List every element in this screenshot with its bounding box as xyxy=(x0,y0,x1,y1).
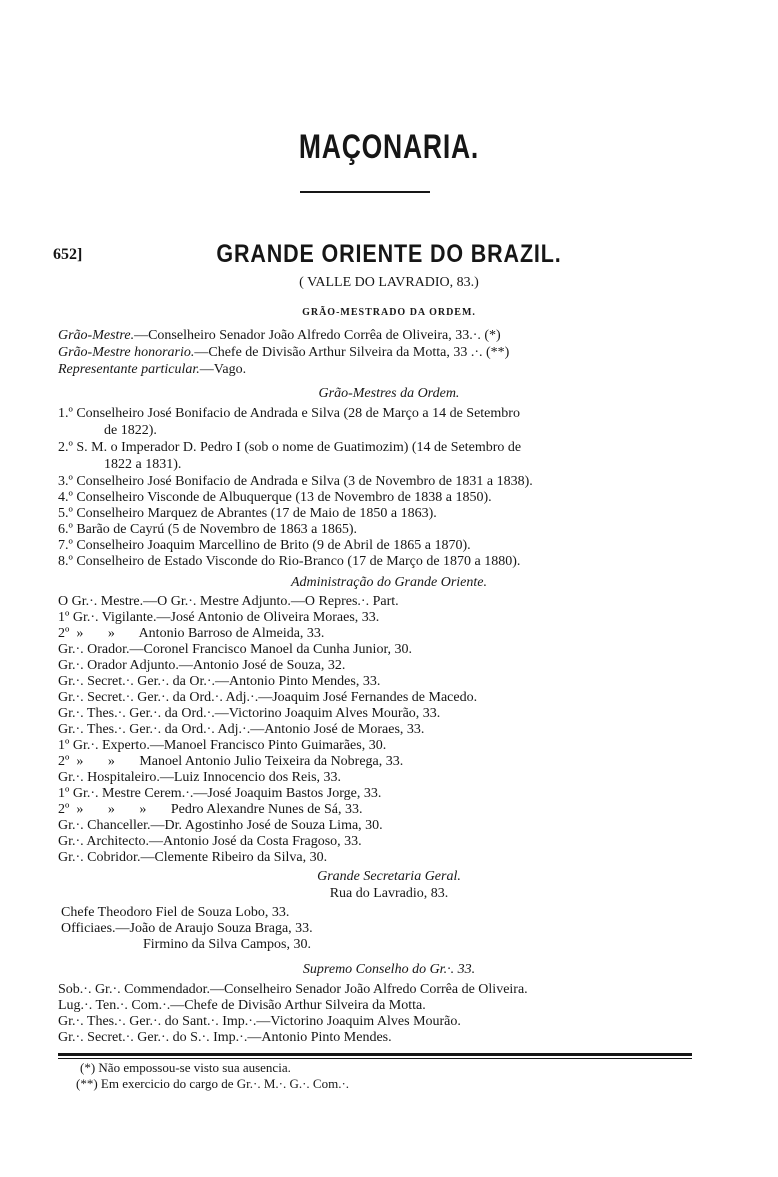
list-continuation: de 1822). xyxy=(104,423,157,438)
official-line xyxy=(58,345,509,361)
list-number: 8.º xyxy=(58,554,73,569)
list-item: Gr.·. Thes.·. Ger.·. da Ord.·. Adj.·.—Antonio José de Moraes, 33. xyxy=(58,722,425,737)
list-item: Gr.·. Thes.·. Ger.·. do Sant.·. Imp.·.—Victorino Joaquim Alves Mourão. xyxy=(58,1014,461,1029)
secretaria-address: Rua do Lavradio, 83. xyxy=(329,886,449,901)
official-text: —Vago. xyxy=(199,362,247,377)
list-item: 2º » » Antonio Barroso de Almeida, 33. xyxy=(58,626,325,641)
footnote-rule xyxy=(58,1053,692,1056)
list-number: 5.º xyxy=(58,506,73,521)
footnote: (**) Em exercicio do cargo de Gr.·. M.·. G.·. Com.·. xyxy=(76,1076,350,1091)
list-item: 2º » » Manoel Antonio Julio Teixeira da Nobrega, 33. xyxy=(58,754,404,769)
secretaria-heading: Grande Secretaria Geral. xyxy=(317,869,461,884)
section-heading: GRANDE ORIENTE DO BRAZIL. xyxy=(216,240,562,268)
list-item: Gr.·. Orador Adjunto.—Antonio José de Souza, 32. xyxy=(58,658,346,673)
list-text: Conselheiro José Bonifacio de Andrada e Silva (28 de Março a 14 de Setembro xyxy=(76,406,520,421)
list-item xyxy=(58,538,471,554)
list-item: Sob.·. Gr.·. Commendador.—Conselheiro Senador João Alfredo Corrêa de Oliveira. xyxy=(58,982,528,997)
list-number: 6.º xyxy=(58,522,73,537)
official-role: Grão-Mestre. xyxy=(58,328,135,343)
list-item xyxy=(58,406,520,422)
list-item: Gr.·. Hospitaleiro.—Luiz Innocencio dos Reis, 33. xyxy=(58,770,342,785)
list-item: Gr.·. Thes.·. Ger.·. da Ord.·.—Victorino Joaquim Alves Mourão, 33. xyxy=(58,706,441,721)
list-number: 2.º xyxy=(58,440,73,455)
list-item xyxy=(58,522,357,538)
list-item: Gr.·. Secret.·. Ger.·. do S.·. Imp.·.—Antonio Pinto Mendes. xyxy=(58,1030,392,1045)
list-item: 1º Gr.·. Experto.—Manoel Francisco Pinto Guimarães, 30. xyxy=(58,738,387,753)
list-text: Conselheiro José Bonifacio de Andrada e Silva (3 de Novembro de 1831 a 1838). xyxy=(76,474,533,489)
official-text: —Chefe de Divisão Arthur Silveira da Motta, 33 .·. (**) xyxy=(194,345,510,360)
official-role: Grão-Mestre honorario. xyxy=(58,345,195,360)
list-text: Conselheiro Marquez de Abrantes (17 de Maio de 1850 a 1863). xyxy=(76,506,437,521)
grao-mestres-heading: Grão-Mestres da Ordem. xyxy=(318,386,460,401)
list-item: Officiaes.—João de Araujo Souza Braga, 33. xyxy=(61,921,313,936)
list-item xyxy=(58,440,521,456)
official-role: Representante particular. xyxy=(58,362,200,377)
list-item: 1º Gr.·. Mestre Cerem.·.—José Joaquim Bastos Jorge, 33. xyxy=(58,786,382,801)
list-item xyxy=(58,554,520,570)
list-number: 1.º xyxy=(58,406,73,421)
list-item xyxy=(58,506,437,522)
list-item: Chefe Theodoro Fiel de Souza Lobo, 33. xyxy=(61,905,290,920)
list-item: Firmino da Silva Campos, 30. xyxy=(143,937,311,952)
list-item: Gr.·. Secret.·. Ger.·. da Ord.·. Adj.·.—Joaquim José Fernandes de Macedo. xyxy=(58,690,478,705)
list-text: Conselheiro Joaquim Marcellino de Brito (9 de Abril de 1865 a 1870). xyxy=(76,538,471,553)
list-item: Gr.·. Secret.·. Ger.·. da Or.·.—Antonio Pinto Mendes, 33. xyxy=(58,674,381,689)
official-line xyxy=(58,362,246,378)
page-title: MAÇONARIA. xyxy=(298,128,480,166)
list-item: Gr.·. Chanceller.—Dr. Agostinho José de Souza Lima, 30. xyxy=(58,818,383,833)
footnote: (*) Não empossou-se visto sua ausencia. xyxy=(80,1060,291,1075)
section-subheading: ( VALLE DO LAVRADIO, 83.) xyxy=(299,275,479,290)
list-item: Gr.·. Architecto.—Antonio José da Costa Fragoso, 33. xyxy=(58,834,362,849)
list-number: 4.º xyxy=(58,490,73,505)
list-number: 7.º xyxy=(58,538,73,553)
list-item: 2º » » » Pedro Alexandre Nunes de Sá, 33. xyxy=(58,802,363,817)
list-item xyxy=(58,474,533,490)
list-item: Gr.·. Orador.—Coronel Francisco Manoel da Cunha Junior, 30. xyxy=(58,642,413,657)
administracao-heading: Administração do Grande Oriente. xyxy=(291,575,487,590)
list-text: Barão de Cayrú (5 de Novembro de 1863 a 1865). xyxy=(76,522,358,537)
list-text: Conselheiro de Estado Visconde do Rio-Branco (17 de Março de 1870 a 1880). xyxy=(76,554,521,569)
supremo-heading: Supremo Conselho do Gr.·. 33. xyxy=(302,962,476,977)
grao-mestrado-heading: GRÃO-MESTRADO DA ORDEM. xyxy=(302,307,476,318)
official-text: —Conselheiro Senador João Alfredo Corrêa de Oliveira, 33.·. (*) xyxy=(134,328,501,343)
list-text: S. M. o Imperador D. Pedro I (sob o nome de Guatimozim) (14 de Setembro de xyxy=(76,440,522,455)
list-number: 3.º xyxy=(58,474,73,489)
footnote-rule-thin xyxy=(58,1058,692,1059)
list-text: Conselheiro Visconde de Albuquerque (13 de Novembro de 1838 a 1850). xyxy=(76,490,492,505)
official-line xyxy=(58,328,501,344)
list-item: O Gr.·. Mestre.—O Gr.·. Mestre Adjunto.—O Repres.·. Part. xyxy=(58,594,399,609)
title-rule xyxy=(300,191,430,193)
list-continuation: 1822 a 1831). xyxy=(104,457,182,472)
page-number: 652] xyxy=(53,246,83,263)
list-item xyxy=(58,490,492,506)
list-item: 1º Gr.·. Vigilante.—José Antonio de Oliveira Moraes, 33. xyxy=(58,610,380,625)
list-item: Lug.·. Ten.·. Com.·.—Chefe de Divisão Arthur Silveira da Motta. xyxy=(58,998,426,1013)
list-item: Gr.·. Cobridor.—Clemente Ribeiro da Silva, 30. xyxy=(58,850,328,865)
